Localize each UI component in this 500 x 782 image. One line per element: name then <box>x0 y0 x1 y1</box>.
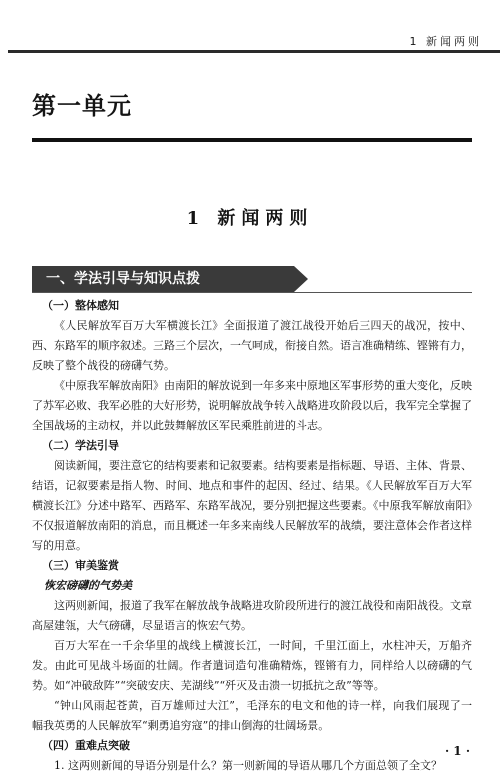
question-paragraph: 1. 这两则新闻的导语分别是什么？第一则新闻的导语从哪几个方面总领了全文？ <box>54 759 442 772</box>
subsection-heading: （二）学法引导 <box>42 439 119 452</box>
subsection-heading: （三）审美鉴赏 <box>42 559 119 572</box>
paragraph: 这两则新闻，报道了我军在解放战争战略进攻阶段所进行的渡江战役和南阳战役。文章高屋建瓴，大气磅礴，尽显语言的恢宏气势。 <box>32 599 472 632</box>
unit-title: 第一单元 <box>32 86 472 142</box>
article-title: 1 新闻两则 <box>186 208 314 229</box>
running-head-rule <box>8 50 500 53</box>
body-content <box>32 296 472 776</box>
page-number: · 1 · <box>444 744 470 758</box>
paragraph: 阅读新闻，要注意它的结构要素和记叙要素。结构要素是指标题、导语、主体、背景、结语，记叙要素是指人物、时间、地点和事件的起因、经过、结果。《人民解放军百万大军横渡长江》分述中路军、西路军、东路军战况，要分别把握这些要素。《中原我军解放南阳》不仅报道解放南阳的消息，而且概述一年多来南线人民解放军的战绩，要注意体会作者这样写的用意。 <box>32 459 472 552</box>
paragraph: “钟山风雨起苍黄，百万雄师过大江”，毛泽东的电文和他的诗一样，向我们展现了一幅我英勇的人民解放军“剩勇追穷寇”的排山倒海的壮阔场景。 <box>32 699 472 732</box>
subsection-heading: （一）整体感知 <box>42 299 119 312</box>
running-head-text: 1 新闻两则 <box>409 35 482 48</box>
section-banner: 一、学法引导与知识点拨 <box>32 266 294 292</box>
section-divider <box>32 292 472 293</box>
paragraph: 百万大军在一千余华里的战线上横渡长江，一时间，千里江面上，水柱冲天，万船齐发。由此可见战斗场面的壮阔。作者遣词造句准确精炼，铿锵有力，同样给人以磅礴的气势。如“冲破敌阵”“突破安庆、芜湖线”“歼灭及击溃一切抵抗之敌”等等。 <box>32 639 472 692</box>
paragraph: 《人民解放军百万大军横渡长江》全面报道了渡江战役开始后三四天的战况，按中、西、东路军的顺序叙述。三路三个层次，一气呵成，衔接自然。语言准确精练、铿锵有力，反映了整个战役的磅礴气势。 <box>32 319 472 372</box>
subsection-heading: （四）重难点突破 <box>42 739 130 752</box>
running-head <box>0 0 500 58</box>
italic-subheading: 恢宏磅礴的气势美 <box>44 579 132 592</box>
paragraph: 《中原我军解放南阳》由南阳的解放说到一年多来中原地区军事形势的重大变化，反映了苏军必败、我军必胜的大好形势，说明解放战争转入战略进攻阶段以后，我军完全掌握了全国战场的主动权，并以此鼓舞解放区军民乘胜前进的斗志。 <box>32 379 472 432</box>
